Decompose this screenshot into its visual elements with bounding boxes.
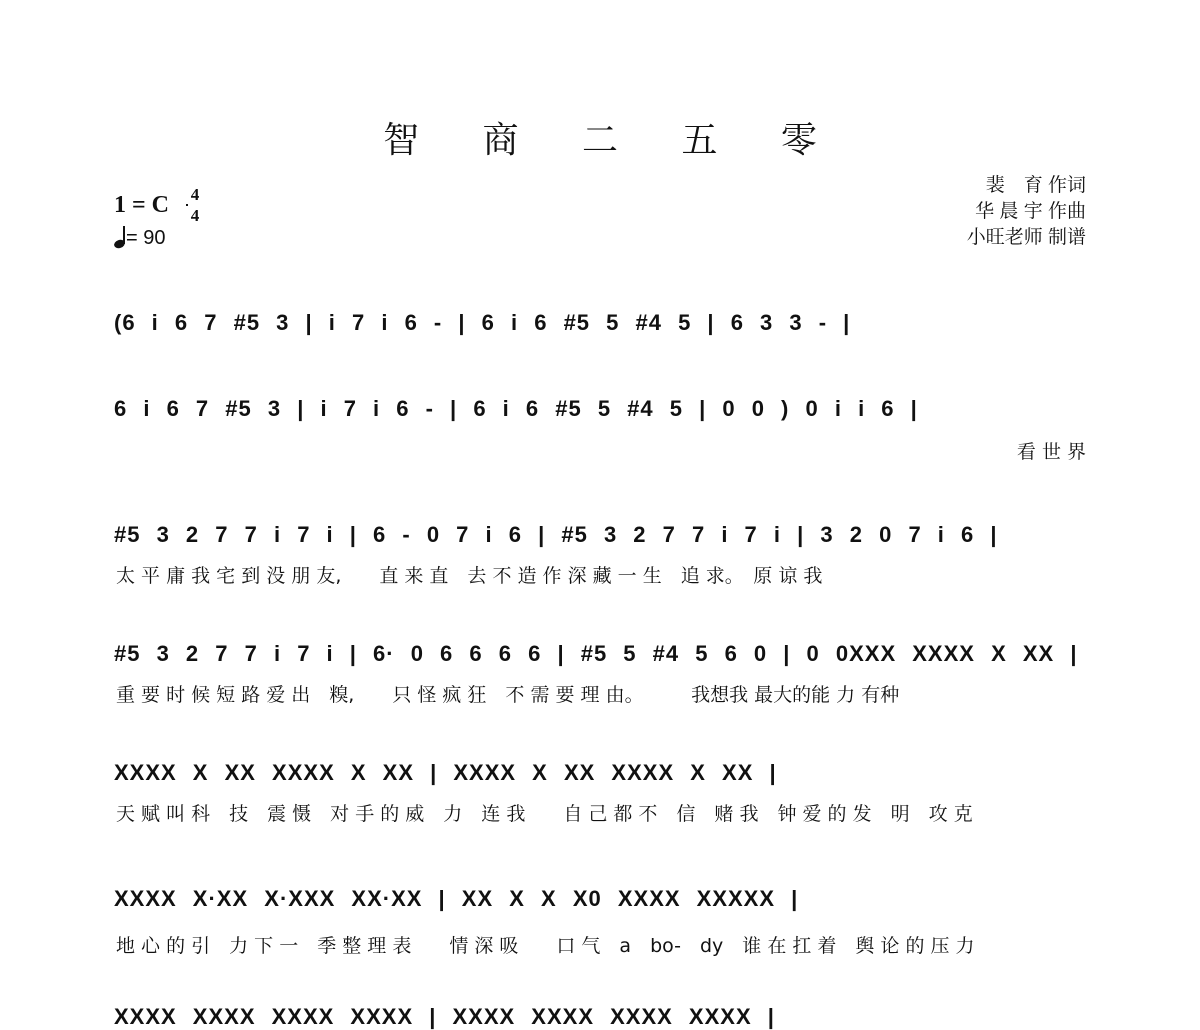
- lyric-line-4: 重 要 时 候 短 路 爱 出 糗, 只 怪 疯 狂 不 需 要 理 由。 我想我 最大的能 力 有种: [116, 684, 900, 706]
- arranger-credit: 小旺老师 制谱: [966, 227, 1086, 248]
- lyric-line-2: 看 世 界: [1016, 441, 1086, 463]
- lyric-line-6: 地 心 的 引 力 下 一 季 整 理 表 情 深 吸 口 气 a bo- dy 谁 在 扛 着 舆 论 的 压 力: [116, 935, 975, 957]
- notation-line-4: #5 3 2 7 7 i 7 i | 6· 0 6 6 6 6 | #5 5 #4 5 6 0 | 0 0XXX XXXX X XX |: [114, 641, 1078, 666]
- key-signature: 1 = C: [114, 192, 170, 218]
- notation-line-3: #5 3 2 7 7 i 7 i | 6 - 0 7 i 6 | #5 3 2 7 7 i 7 i | 3 2 0 7 i 6 |: [114, 522, 998, 547]
- quarter-note-icon: [114, 226, 126, 248]
- lyric-line-3: 太 平 庸 我 宅 到 没 朋 友, 直 来 直 去 不 造 作 深 藏 一 生 追 求。 原 谅 我: [116, 565, 823, 587]
- notation-line-7: XXXX XXXX XXXX XXXX | XXXX XXXX XXXX XXXX |: [114, 1004, 775, 1029]
- lyric-line-5: 天 赋 叫 科 技 震 慑 对 手 的 威 力 连 我 自 己 都 不 信 赌 我 钟 爱 的 发 明 攻 克: [116, 803, 973, 825]
- tempo-marking: [114, 226, 165, 250]
- time-signature-bottom: 4: [190, 206, 200, 225]
- time-signature-bar: [186, 204, 188, 206]
- time-signature: [186, 186, 204, 224]
- notation-line-6: XXXX X·XX X·XXX XX·XX | XX X X X0 XXXX XXXXX |: [114, 886, 799, 911]
- time-signature-top: 4: [190, 185, 200, 204]
- tempo-value: = 90: [126, 227, 166, 249]
- notation-line-1: (6 i 6 7 #5 3 | i 7 i 6 - | 6 i 6 #5 5 #4 5 | 6 3 3 - |: [114, 310, 851, 335]
- composer-credit: 华 晨 宇 作曲: [975, 201, 1086, 222]
- notation-line-2: 6 i 6 7 #5 3 | i 7 i 6 - | 6 i 6 #5 5 #4 5 | 0 0 ) 0 i i 6 |: [114, 396, 918, 421]
- song-title: 智 商 二 五 零: [383, 120, 843, 161]
- lyricist-credit: 裴 育 作词: [985, 175, 1086, 196]
- notation-line-5: XXXX X XX XXXX X XX | XXXX X XX XXXX X XX |: [114, 760, 777, 785]
